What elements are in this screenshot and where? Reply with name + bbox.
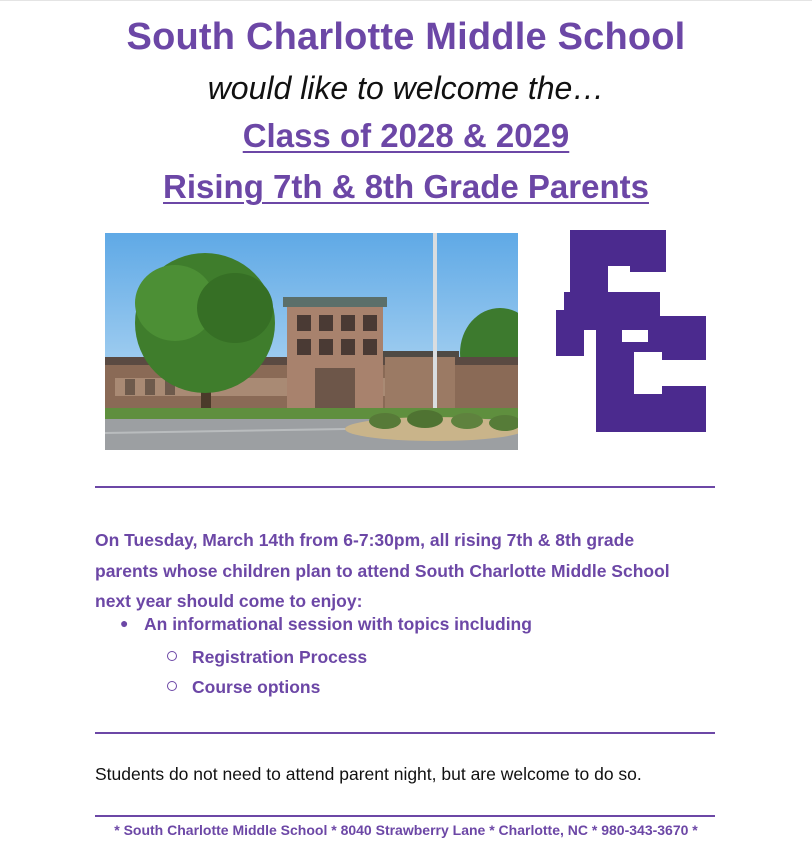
rising-grades-heading: Rising 7th & 8th Grade Parents [163,168,649,205]
bullet-item-session [120,614,532,635]
sub-item-registration [167,647,367,668]
event-line-3: next year should come to enjoy: [95,591,363,611]
welcome-tagline: would like to welcome the… [207,70,605,106]
sub-item-label: Course options [192,677,321,697]
event-line-1: On Tuesday, March 14th from 6-7:30pm, all rising 7th & 8th grade [95,530,635,550]
sc-logo [556,230,706,432]
students-note: Students do not need to attend parent night, but are welcome to do so. [95,764,642,784]
bullet-dot-icon: ● [120,615,129,631]
footer-address: * South Charlotte Middle School * 8040 Strawberry Lane * Charlotte, NC * 980-343-3670 * [114,822,698,838]
school-building-photo [105,233,518,450]
section-divider-middle [95,732,715,734]
class-of-heading: Class of 2028 & 2029 [242,117,570,154]
section-divider-bottom [95,815,715,817]
school-name-title: South Charlotte Middle School [126,16,686,58]
event-line-2: parents whose children plan to attend South Charlotte Middle School [95,560,670,581]
bullet-text: An informational session with topics including [144,614,532,634]
circle-bullet-icon [167,681,177,691]
sub-item-course-options [167,677,320,698]
section-divider-top [95,486,715,488]
sub-item-label: Registration Process [192,647,368,667]
top-border [0,0,812,1]
event-description [95,525,735,617]
circle-bullet-icon [167,651,177,661]
